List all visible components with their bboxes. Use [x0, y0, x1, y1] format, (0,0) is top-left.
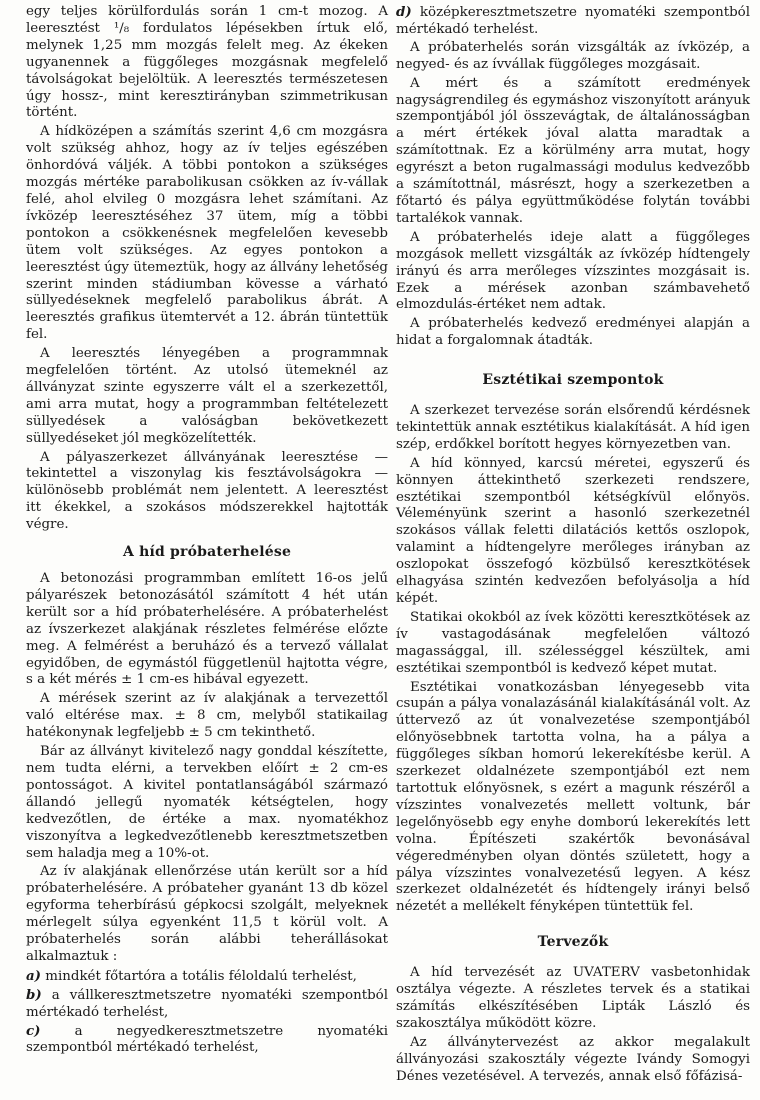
list-item-text: mindkét főtartóra a totális féloldalú terhelést,: [41, 968, 357, 984]
list-marker: b): [26, 986, 42, 1003]
paragraph: A pályaszerkezet állványának leeresztése — tekintettel a viszonylag kis fesztávolságokra — különösebb problémát nem jelentett. A leeresztést itt ékekkel, a szokásos módszerekkel hajtották végre.: [26, 449, 388, 533]
paragraph: Az ív alakjának ellenőrzése után került sor a híd próbaterhelésére. A próbateher gyanánt 13 db közel egyforma teherbírású gépkocsi szolgált, melyeknek mérlegelt súlya egyenként 11,5 t körül volt. A próbaterhelés során alábbi teherállásokat alkalmaztuk :: [26, 864, 388, 964]
list-item-a: [26, 968, 388, 986]
paragraph: A mérések szerint az ív alakjának a tervezettől való eltérése max. ± 8 cm, melyből statikailag hatékonynak legfeljebb ± 5 cm tekinthető.: [26, 691, 388, 741]
paragraph: A híd tervezését az UVATERV vasbetonhidak osztálya végezte. A részletes tervek és a statikai számítás elkészítésében Lipták László és szakosztálya működött közre.: [396, 965, 750, 1031]
paragraph: A szerkezet tervezése során elsőrendű kérdésnek tekintettük annak esztétikus kialakítását. A híd igen szép, erdőkkel borított hegyes környezetben van.: [396, 403, 750, 452]
paragraph: A leeresztés lényegében a programmnak megfelelően történt. Az utolsó ütemeknél az állványzat szinte egyszerre vált el a szerkezettől, ami arra mutat, hogy a programmban feltételezett süllyedések a valóságban bekövetkezett süllyedéseket jól megközelítették.: [26, 346, 388, 446]
list-marker: a): [26, 967, 42, 984]
section-heading-probaterheles: A híd próbaterhelése: [122, 544, 292, 561]
paragraph: A mért és a számított eredmények nagyságrendileg és egymáshoz viszonyított arányuk szempontjából jól összevágtak, de általánosságban a mért értékek jóval alatta maradtak a számítottnak. Ez a körülmény arra mutat, hogy egyrészt a beton rugalmassági modulus kedvezőbb a számítottnál, másrészt, hogy a szerkezetben a főtartó és pálya együttműködése folytán további tartalékok vannak.: [396, 75, 750, 226]
list-item-b: [26, 987, 388, 1022]
paragraph: A betonozási programmban említett 16-os jelű pályarészek betonozásától számított 4 hét után került sor a híd próbaterhelésére. A próbaterhelést az ívszerkezet alakjának részletes felmérése előzte meg. A felmérést a beruházó és a tervező vállalat egyidőben, de egymástól függetlenül hajtotta végre, s a két mérés ± 1 cm-es hibával egyezett.: [26, 571, 388, 688]
paragraph: A próbaterhelés kedvező eredményei alapján a hidat a forgalomnak átadták.: [396, 316, 750, 349]
list-marker: c): [26, 1022, 41, 1039]
paragraph: Esztétikai vonatkozásban lényegesebb vita csupán a pálya vonalazásánál kialakításánál volt. Az úttervező az út vonalvezetése szempontjából előnyösebbnek tartotta volna, ha a pálya a függőleges síkban homorú lekerekítésbe kerül. A szerkezet oldalnézete szempontjából ezt nem tartottuk előnyösnek, s ezért a magunk részéről a vízszintes vonalvezetés mellett voltunk, bár legelőnyösebb egy enyhe domború lekerekítés lett volna. Építészeti szakértők bevonásával végeredményben olyan döntés született, hogy a pálya vízszintes vonalvezetésű legyen. A kész szerkezet oldalnézetét és hídtengely irányi belső nézetét a mellékelt fényképen tüntettük fel.: [396, 679, 750, 915]
list-item-c: [26, 1023, 388, 1058]
paragraph: Bár az állványt kivitelező nagy gonddal készítette, nem tudta elérni, a tervekben előírt ± 2 cm-es pontosságot. A kivitel pontatlanságából származó állandó jellegű nyomaték kétségtelen, hogy kedvezőtlen, de értéke a max. nyomatékhoz viszonyítva a legkedvezőtlenebb keresztmetszetben sem haladja meg a 10%-ot.: [26, 744, 388, 861]
list-item-text: középkeresztmetszetre nyomatéki szempontból mértékadó terhelést.: [396, 5, 750, 37]
paragraph: A hídközépen a számítás szerint 4,6 cm mozgásra volt szükség ahhoz, hogy az ív teljes egészében önhordóvá váljék. A többi pontokon a szükséges mozgás mértéke parabolikusan csökken az ív-vállak felé, ahol elvileg 0 mozgásra lehet számítani. Az ívközép leeresztéséhez 37 ütem, míg a többi pontokon a csökkenésnek megfelelően kevesebb ütem volt szükséges. Az egyes pontokon a leeresztést úgy ütemeztük, hogy az állvány lehetőség szerint minden stádiumban kövesse a várható süllyedéseknek megfelelő parabolikus ábrát. A leeresztés grafikus ütemtervét a 12. ábrán tüntettük fel.: [26, 124, 388, 343]
paragraph: Az állványtervezést az akkor megalakult állványozási szakosztály végezte Ivándy Somogyi Dénes vezetésével. A tervezés, annak első főfázisá-: [396, 1034, 750, 1084]
section-heading-esztetikai: Esztétikai szempontok: [482, 372, 664, 389]
right-column: [396, 4, 750, 1087]
paragraph: A próbaterhelés ideje alatt a függőleges mozgások mellett vizsgálták az ívközép hídtengely irányú és arra merőleges vízszintes mozgásait is. Ezek a mérések azonban számbavehető elmozdulás-értéket nem adtak.: [396, 229, 750, 313]
section-heading-tervezok: Tervezők: [537, 934, 609, 951]
left-column: [26, 4, 388, 1058]
paragraph: Statikai okokból az ívek közötti keresztkötések az ív vastagodásának megfelelően változó magassággal, ill. szélességgel készültek, ami esztétikai szempontból is kedvező képet mutat.: [396, 609, 750, 676]
paragraph: egy teljes körülfordulás során 1 cm-t mozog. A leeresztést ¹/₈ fordulatos lépésekben írtuk elő, melynek 1,25 mm mozgás felelt meg. Az ékeken ugyanennek a függőleges mozgásnak megfelelő távolságokat bejelöltük. A leeresztés természetesen úgy hossz-, mint keresztirányban szimmetrikusan történt.: [26, 4, 388, 121]
list-item-d: [396, 4, 750, 39]
list-item-text: a vállkeresztmetszetre nyomatéki szempontból mértékadó terhelést,: [26, 987, 388, 1020]
paragraph: A próbaterhelés során vizsgálták az ívközép, a negyed- és az ívvállak függőleges mozgásait.: [396, 39, 750, 72]
list-marker: d): [396, 4, 412, 20]
list-item-text: a negyedkeresztmetszetre nyomatéki szempontból mértékadó terhelést,: [26, 1023, 388, 1056]
paragraph: A híd könnyed, karcsú méretei, egyszerű és könnyen áttekinthető szerkezeti rendszere, esztétikai szempontból kétségkívül előnyös. Véleményünk szerint a hasonló szerkezetnél szokásos vállak feletti dilatációs kettős oszlopok, valamint a hídtengelyre merőleges irányban az oszlopokat összefogó közbülső keresztkötések elhagyása szintén kedvezően befolyásolja a híd képét.: [396, 455, 750, 606]
